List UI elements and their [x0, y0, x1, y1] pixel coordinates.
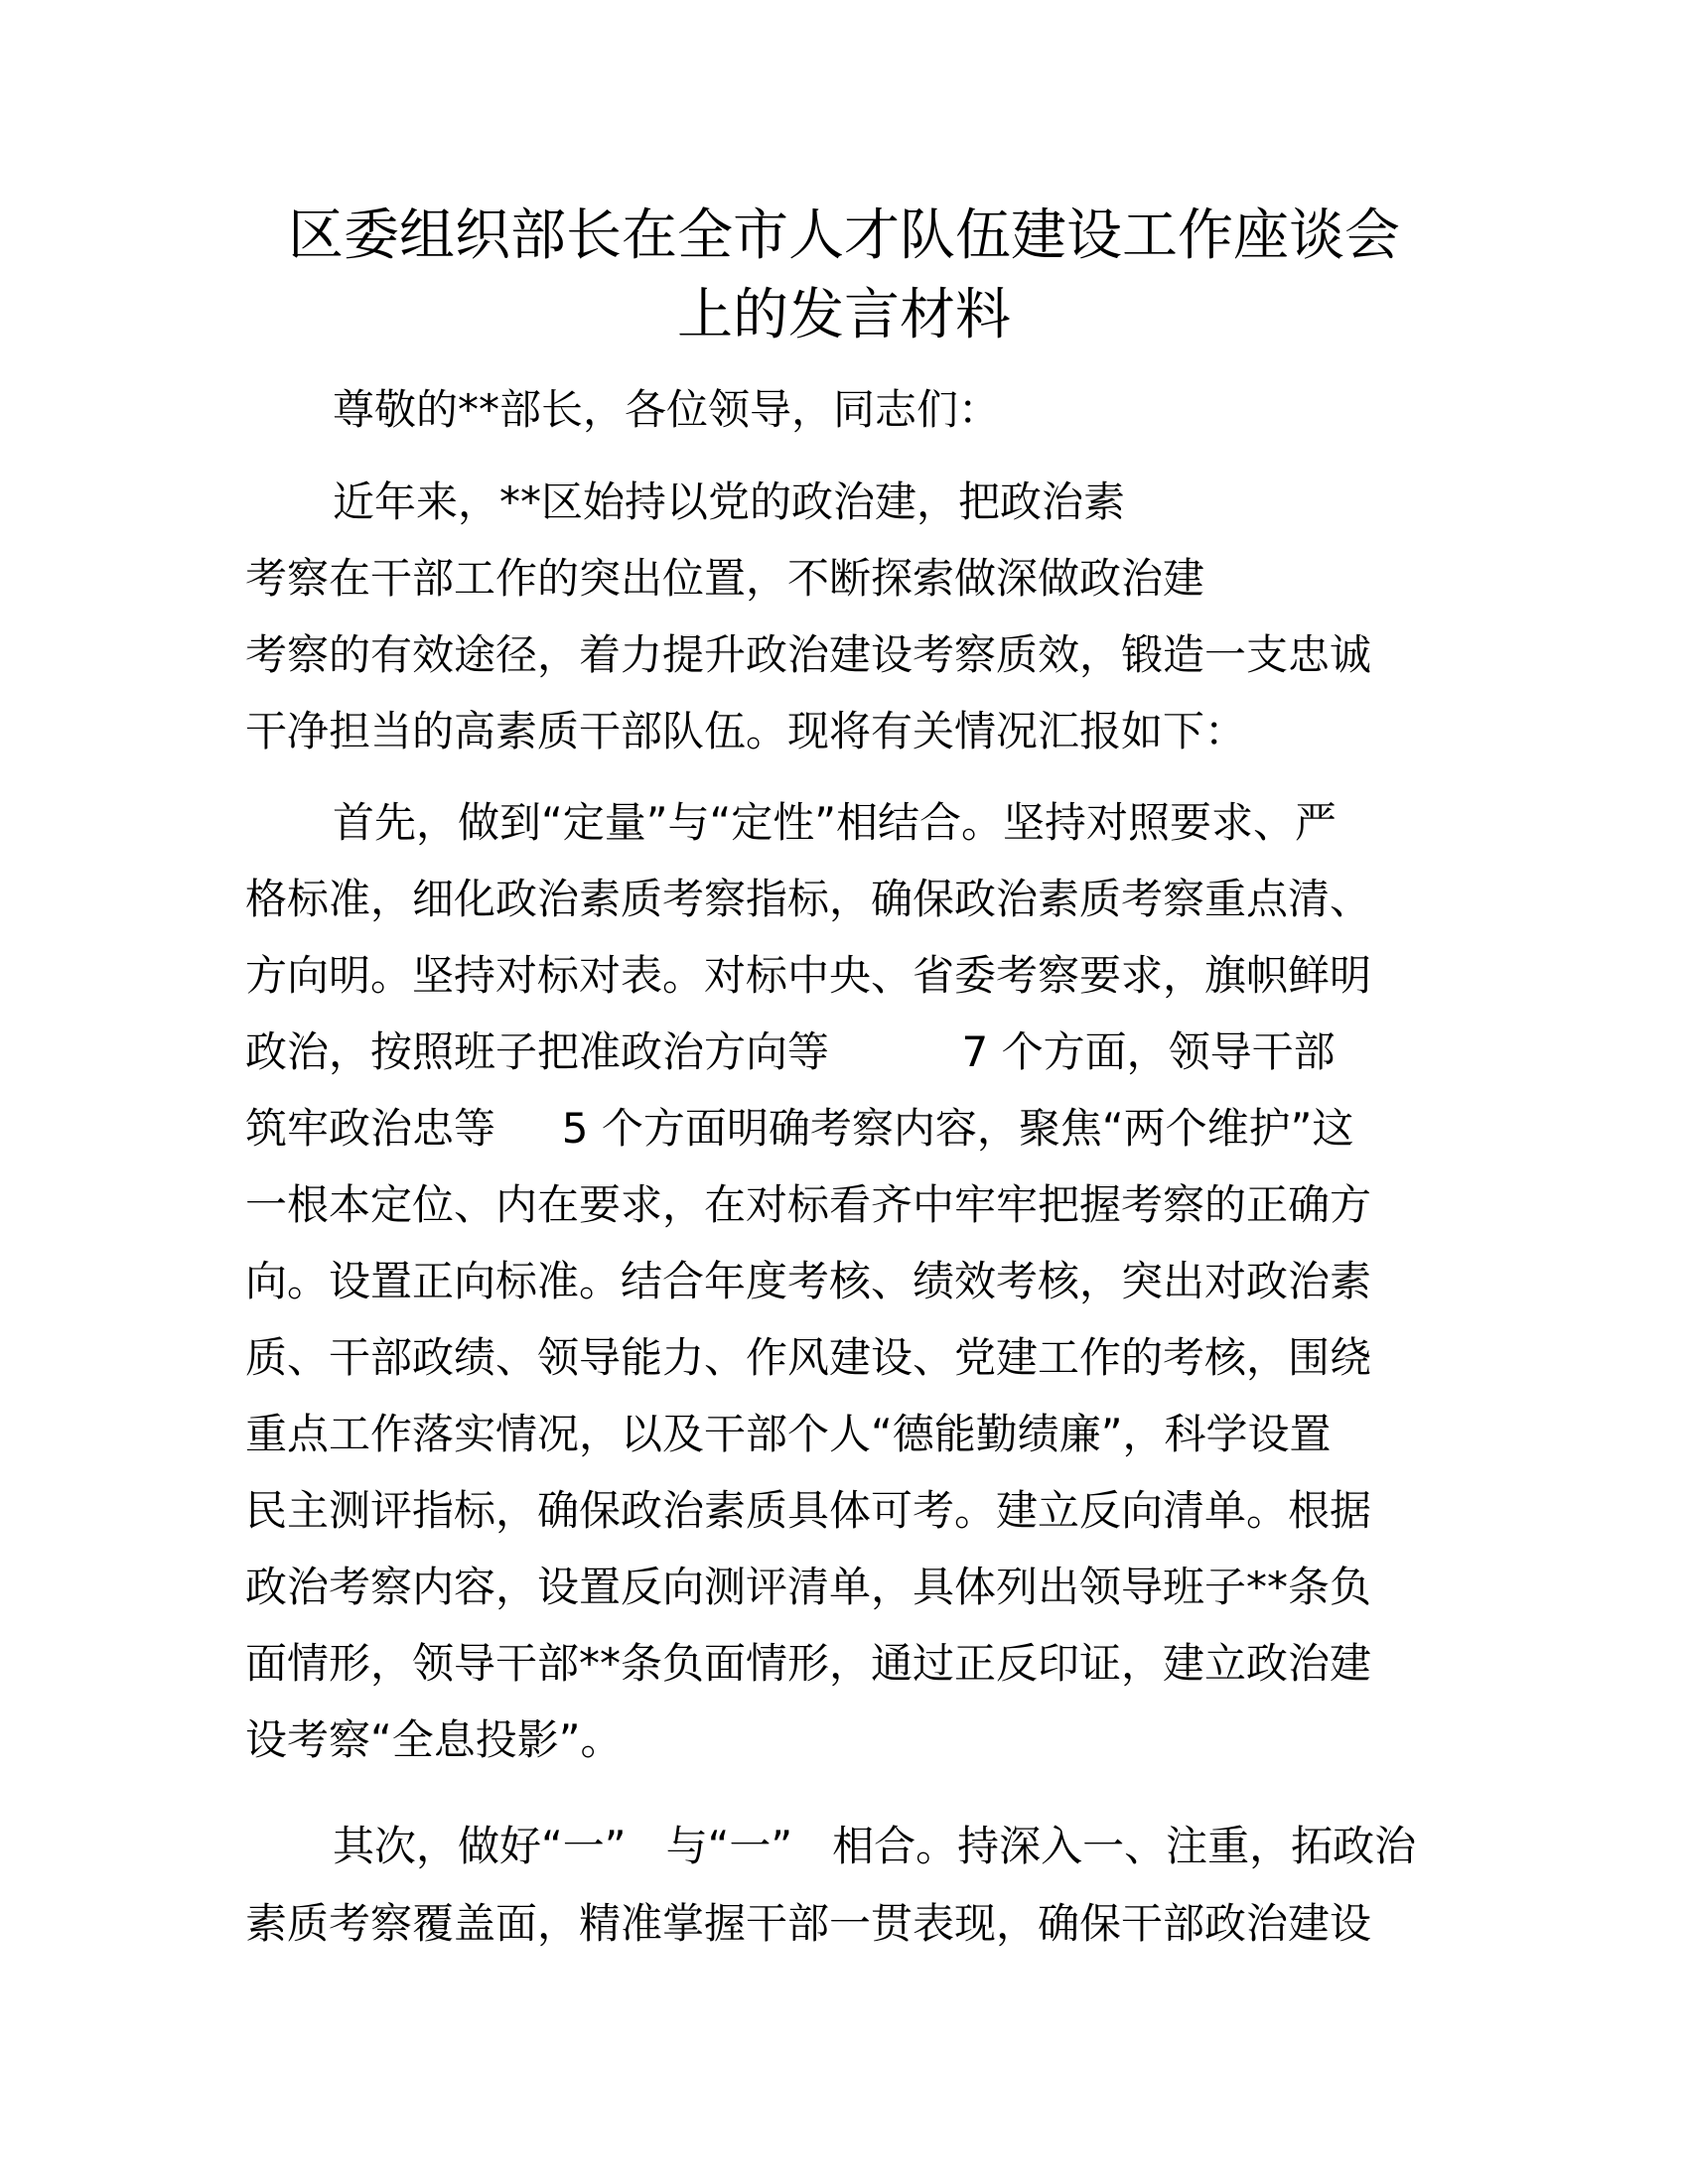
- document-title-line-2: 上的发言材料: [677, 283, 1011, 347]
- body-line: 一根本定位、内在要求，在对标看齐中牢牢把握考察的正确方: [245, 1180, 1372, 1229]
- body-line: 政治，按照班子把准政治方向等 7 个方面，领导干部: [245, 1027, 1336, 1076]
- body-line: 其次，做好“一” 与“一” 相合。持深入一、注重，拓政治: [333, 1822, 1417, 1870]
- body-line: 方向明。坚持对标对表。对标中央、省委考察要求，旗帜鲜明: [245, 951, 1372, 1000]
- document-title-line-1: 区委组织部长在全市人才队伍建设工作座谈会: [288, 204, 1400, 268]
- salutation: 尊敬的**部长，各位领导，同志们：: [333, 385, 1001, 434]
- body-line: 近年来，**区始持以党的政治建，把政治素: [333, 478, 1126, 526]
- body-line: 向。设置正向标准。结合年度考核、绩效考核，突出对政治素: [245, 1257, 1372, 1305]
- body-line: 质、干部政绩、领导能力、作风建设、党建工作的考核，围绕: [245, 1333, 1372, 1382]
- body-line: 重点工作落实情况，以及干部个人“德能勤绩廉”，科学设置: [245, 1410, 1332, 1458]
- body-line: 首先，做到“定量”与“定性”相结合。坚持对照要求、严: [333, 798, 1337, 847]
- body-line: 面情形，领导干部**条负面情形，通过正反印证，建立政治建: [245, 1639, 1372, 1688]
- body-line: 素质考察覆盖面，精准掌握干部一贯表现，确保干部政治建设: [245, 1899, 1372, 1948]
- body-line: 干净担当的高素质干部队伍。现将有关情况汇报如下：: [245, 707, 1247, 755]
- body-line: 考察的有效途径，着力提升政治建设考察质效，锻造一支忠诚: [245, 630, 1372, 679]
- body-line: 考察在干部工作的突出位置，不断探索做深做政治建: [245, 554, 1205, 603]
- body-line: 筑牢政治忠等 5 个方面明确考察内容，聚焦“两个维护”这: [245, 1104, 1354, 1153]
- body-line: 政治考察内容，设置反向测评清单，具体列出领导班子**条负: [245, 1563, 1372, 1611]
- body-line: 格标准，细化政治素质考察指标，确保政治素质考察重点清、: [245, 875, 1372, 923]
- body-line: 设考察“全息投影”。: [245, 1715, 623, 1764]
- body-line: 民主测评指标，确保政治素质具体可考。建立反向清单。根据: [245, 1486, 1372, 1535]
